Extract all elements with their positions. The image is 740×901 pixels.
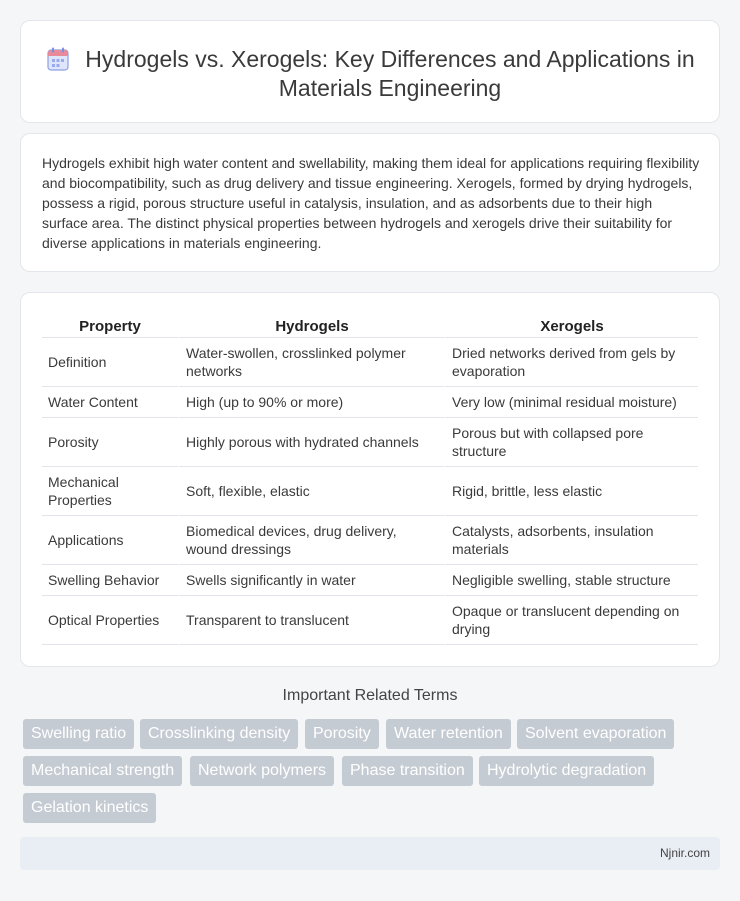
property-cell: Mechanical Properties — [42, 467, 178, 516]
table-row — [42, 418, 698, 467]
term-tag[interactable]: Hydrolytic degradation — [479, 756, 654, 786]
xerogels-cell: Porous but with collapsed pore structure — [444, 418, 698, 467]
table-row — [42, 596, 698, 645]
hydrogels-cell: High (up to 90% or more) — [178, 387, 444, 418]
property-cell: Applications — [42, 516, 178, 565]
xerogels-cell: Negligible swelling, stable structure — [444, 565, 698, 596]
term-tag[interactable]: Crosslinking density — [140, 719, 298, 749]
header-card — [20, 20, 720, 123]
column-header-hydrogels: Hydrogels — [178, 316, 444, 338]
hydrogels-cell: Transparent to translucent — [178, 596, 444, 645]
comparison-card — [20, 292, 720, 667]
xerogels-cell: Very low (minimal residual moisture) — [444, 387, 698, 418]
xerogels-cell: Rigid, brittle, less elastic — [444, 467, 698, 516]
xerogels-cell: Dried networks derived from gels by evaporation — [444, 338, 698, 387]
property-cell: Optical Properties — [42, 596, 178, 645]
term-tag[interactable]: Water retention — [386, 719, 511, 749]
term-tag[interactable]: Swelling ratio — [23, 719, 134, 749]
hydrogels-cell: Highly porous with hydrated channels — [178, 418, 444, 467]
term-tag[interactable]: Network polymers — [190, 756, 334, 786]
table-header-row — [42, 316, 698, 338]
property-cell: Porosity — [42, 418, 178, 467]
term-tag[interactable]: Mechanical strength — [23, 756, 182, 786]
summary-card — [20, 133, 720, 272]
comparison-table — [42, 316, 698, 645]
hydrogels-cell: Biomedical devices, drug delivery, wound dressings — [178, 516, 444, 565]
hydrogels-cell: Water-swollen, crosslinked polymer networks — [178, 338, 444, 387]
xerogels-cell: Catalysts, adsorbents, insulation materials — [444, 516, 698, 565]
table-row — [42, 338, 698, 387]
property-cell: Swelling Behavior — [42, 565, 178, 596]
table-row — [42, 467, 698, 516]
term-tag[interactable]: Gelation kinetics — [23, 793, 156, 823]
column-header-property: Property — [42, 316, 178, 338]
xerogels-cell: Opaque or translucent depending on drying — [444, 596, 698, 645]
footer — [20, 837, 720, 870]
term-tag[interactable]: Phase transition — [342, 756, 473, 786]
summary-paragraph: Hydrogels exhibit high water content and swellability, making them ideal for applications requiring flexibility and biocompatibility, such as drug delivery and tissue engineering. Xerogels, formed by drying hydrogels, possess a rigid, porous structure useful in catalysis, insulation, and as adsorbents due to their high surface area. The distinct physical properties between hydrogels and xerogels drive their suitability for diverse applications in materials engineering. — [42, 155, 700, 251]
calendar-icon — [47, 47, 69, 71]
page-title: Hydrogels vs. Xerogels: Key Differences and Applications in Materials Engineering — [85, 46, 695, 101]
table-row — [42, 516, 698, 565]
property-cell: Water Content — [42, 387, 178, 418]
term-tag[interactable]: Porosity — [305, 719, 379, 749]
column-header-xerogels: Xerogels — [444, 316, 698, 338]
table-row — [42, 565, 698, 596]
related-terms-title: Important Related Terms — [282, 687, 458, 704]
hydrogels-cell: Soft, flexible, elastic — [178, 467, 444, 516]
footer-site-link[interactable]: Njnir.com — [659, 846, 710, 860]
hydrogels-cell: Swells significantly in water — [178, 565, 444, 596]
term-tag[interactable]: Solvent evaporation — [517, 719, 674, 749]
property-cell: Definition — [42, 338, 178, 387]
table-row — [42, 387, 698, 418]
